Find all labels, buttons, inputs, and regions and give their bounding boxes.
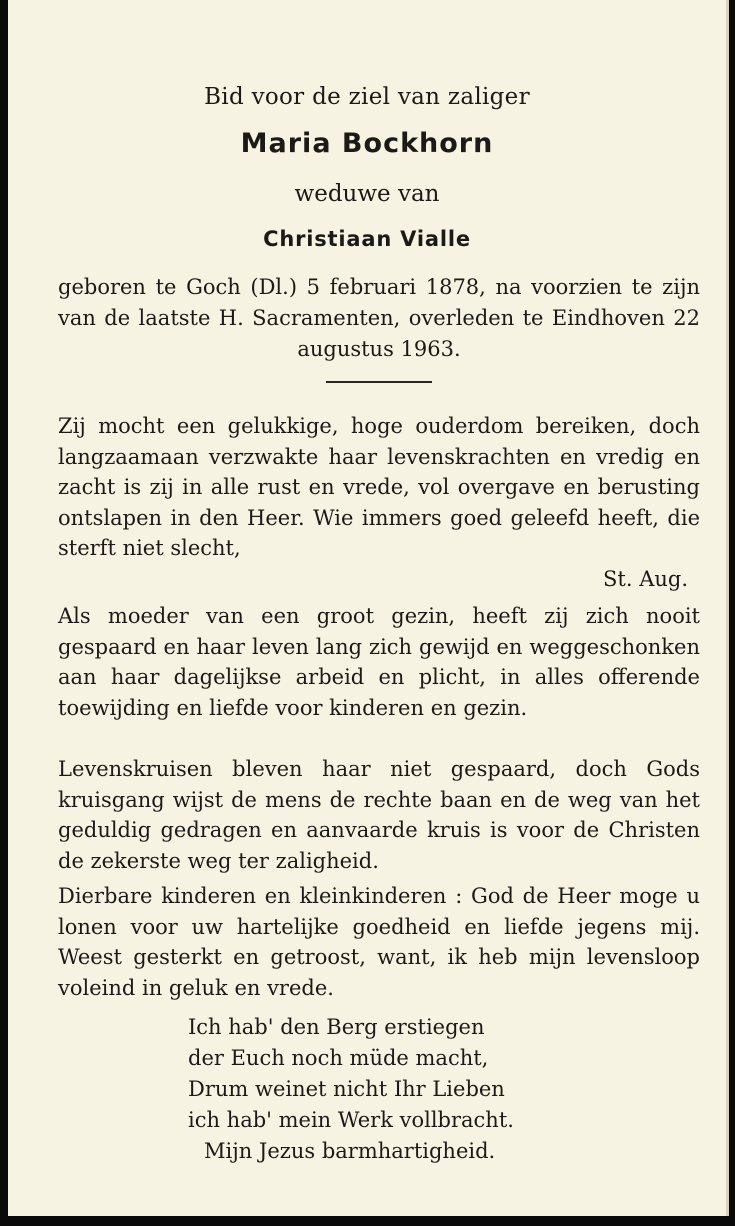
closing-prayer: Mijn Jezus barmhartigheid. — [204, 1139, 496, 1163]
paragraph-cross: Levenskruisen bleven haar niet gespaard, doch Gods kruisgang wijst de mens de rechte baan en de weg van het geduldig gedragen en aanvaarde kruis is voor de Christen de zekerste weg ter zaligheid. — [58, 757, 700, 873]
paragraph-old-age: Zij mocht een gelukkige, hoge ouderdom bereiken, doch langzaamaan verzwakte haar levenskrachten en vredig en zacht is zij in alle rust en vrede, vol overgave en berusting ontslapen in den Heer. Wie immers goed geleefd heeft, die sterft niet slecht, — [58, 414, 700, 561]
widow-of-line: weduwe van — [294, 181, 440, 207]
deceased-name: Maria Bockhorn — [240, 128, 494, 159]
birth-death-details: geboren te Goch (Dl.) 5 februari 1878, na voorzien te zijn van de laatste H. Sacramenten, overleden te Eindhoven 22 augustus 1963. — [58, 275, 700, 361]
memorial-card — [8, 0, 729, 1216]
prayer-request-line: Bid voor de ziel van zaliger — [204, 84, 530, 110]
poem — [188, 1012, 514, 1136]
poem-line: ich hab' mein Werk vollbracht. — [188, 1108, 514, 1132]
quote-attribution: St. Aug. — [603, 567, 688, 591]
poem-line: Ich hab' den Berg erstiegen — [188, 1015, 485, 1039]
divider — [326, 381, 432, 383]
spouse-name: Christiaan Vialle — [263, 227, 471, 251]
poem-line: der Euch noch müde macht, — [188, 1046, 489, 1070]
poem-line: Drum weinet nicht Ihr Lieben — [188, 1077, 505, 1101]
paragraph-mother: Als moeder van een groot gezin, heeft zij zich nooit gespaard en haar leven lang zich gewijd en weggeschonken aan haar dagelijkse arbeid en plicht, in alles offerende toewijding en liefde voor kinderen en gezin. — [58, 604, 700, 720]
paragraph-farewell: Dierbare kinderen en kleinkinderen : God de Heer moge u lonen voor uw hartelijke goedheid en liefde jegens mij. Weest gesterkt en getroost, want, ik heb mijn levensloop voleind in geluk en vrede. — [58, 884, 700, 1000]
